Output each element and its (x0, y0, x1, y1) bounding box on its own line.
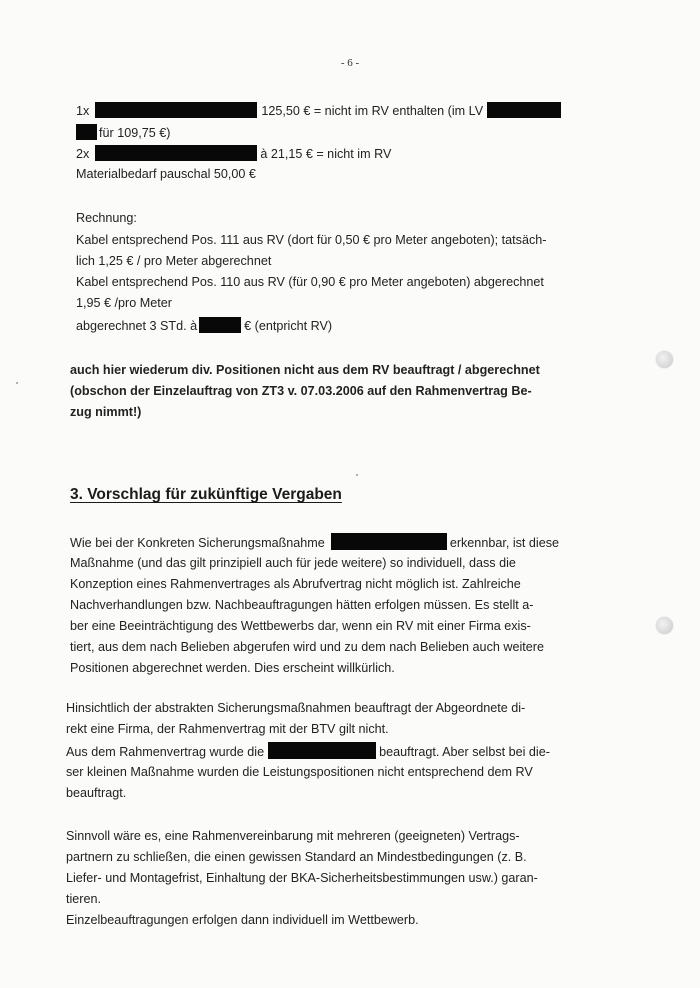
redaction-bar (268, 742, 376, 759)
line (76, 317, 332, 334)
redaction-bar (331, 533, 447, 550)
line: Sinnvoll wäre es, eine Rahmenvereinbarung mit mehreren (geeigneten) Vertrags- (66, 829, 520, 843)
line-text: erkennbar, ist diese (449, 536, 560, 550)
line-text: Aus dem Rahmenvertrag wurde die (66, 745, 265, 759)
line: Materialbedarf pauschal 50,00 € (76, 167, 256, 181)
line: tieren. (66, 892, 102, 906)
line: Konzeption eines Rahmenvertrages als Abrufvertrag nicht möglich ist. Zahlreiche (70, 577, 521, 591)
line-text: für 109,75 €) (99, 126, 171, 140)
line-text: € (entpricht RV) (244, 319, 333, 333)
redaction-bar (95, 102, 257, 118)
scan-speck (16, 382, 18, 384)
redaction-bar (95, 145, 257, 161)
line (76, 124, 170, 141)
line: rekt eine Firma, der Rahmenvertrag mit der BTV gilt nicht. (66, 722, 389, 736)
line: Hinsichtlich der abstrakten Sicherungsmaßnahmen beauftragt der Abgeordnete di- (66, 701, 526, 715)
line: Positionen abgerechnet werden. Dies erscheint willkürlich. (70, 661, 395, 675)
line: beauftragt. (66, 786, 127, 800)
line-text: 125,50 € = nicht im RV enthalten (im LV (261, 104, 484, 118)
line-text: beauftragt. Aber selbst bei die- (379, 745, 550, 759)
line (76, 102, 561, 119)
page-number: - 6 - (340, 57, 360, 69)
line-text: abgerechnet 3 STd. à (76, 319, 198, 333)
line: Einzelbeauftragungen erfolgen dann individuell im Wettbewerb. (66, 913, 419, 927)
line: partnern zu schließen, die einen gewissen Standard an Mindestbedingungen (z. B. (66, 850, 527, 864)
quantity: 2x (76, 147, 90, 161)
line: 1,95 € /pro Meter (76, 296, 172, 310)
punch-hole (656, 351, 673, 368)
bold-line: (obschon der Einzelauftrag von ZT3 v. 07.03.2006 auf den Rahmenvertrag Be- (70, 384, 532, 398)
line: Kabel entsprechend Pos. 110 aus RV (für 0,90 € pro Meter angeboten) abgerechnet (76, 275, 544, 289)
redaction-bar (76, 124, 97, 140)
line-text: à 21,15 € = nicht im RV (260, 147, 392, 161)
line (66, 742, 550, 760)
line: lich 1,25 € / pro Meter abgerechnet (76, 254, 272, 268)
line: Liefer- und Montagefrist, Einhaltung der BKA-Sicherheitsbestimmungen usw.) garan- (66, 871, 538, 885)
redaction-bar (199, 317, 241, 333)
line: Kabel entsprechend Pos. 111 aus RV (dort für 0,50 € pro Meter angeboten); tatsäch- (76, 233, 547, 247)
bold-line: zug nimmt!) (70, 405, 142, 419)
redaction-bar (487, 102, 561, 118)
line (70, 533, 559, 551)
line: tiert, aus dem nach Belieben abgerufen wird und zu dem nach Belieben auch weitere (70, 640, 544, 654)
line: Rechnung: (76, 211, 137, 225)
section-heading: 3. Vorschlag für zukünftige Vergaben (70, 486, 342, 503)
line: Maßnahme (und das gilt prinzipiell auch für jede weitere) so individuell, dass die (70, 556, 516, 570)
line: ber eine Beeinträchtigung des Wettbewerbs dar, wenn ein RV mit einer Firma exis- (70, 619, 531, 633)
punch-hole (656, 617, 673, 634)
line: ser kleinen Maßnahme wurden die Leistungspositionen nicht entsprechend dem RV (66, 765, 533, 779)
line: Nachverhandlungen bzw. Nachbeauftragungen hätten erfolgen müssen. Es stellt a- (70, 598, 534, 612)
bold-line: auch hier wiederum div. Positionen nicht aus dem RV beauftragt / abgerechnet (70, 363, 540, 377)
line (76, 145, 391, 162)
scan-speck (356, 474, 358, 476)
line-text: Wie bei der Konkreten Sicherungsmaßnahme (70, 536, 325, 550)
quantity: 1x (76, 104, 90, 118)
